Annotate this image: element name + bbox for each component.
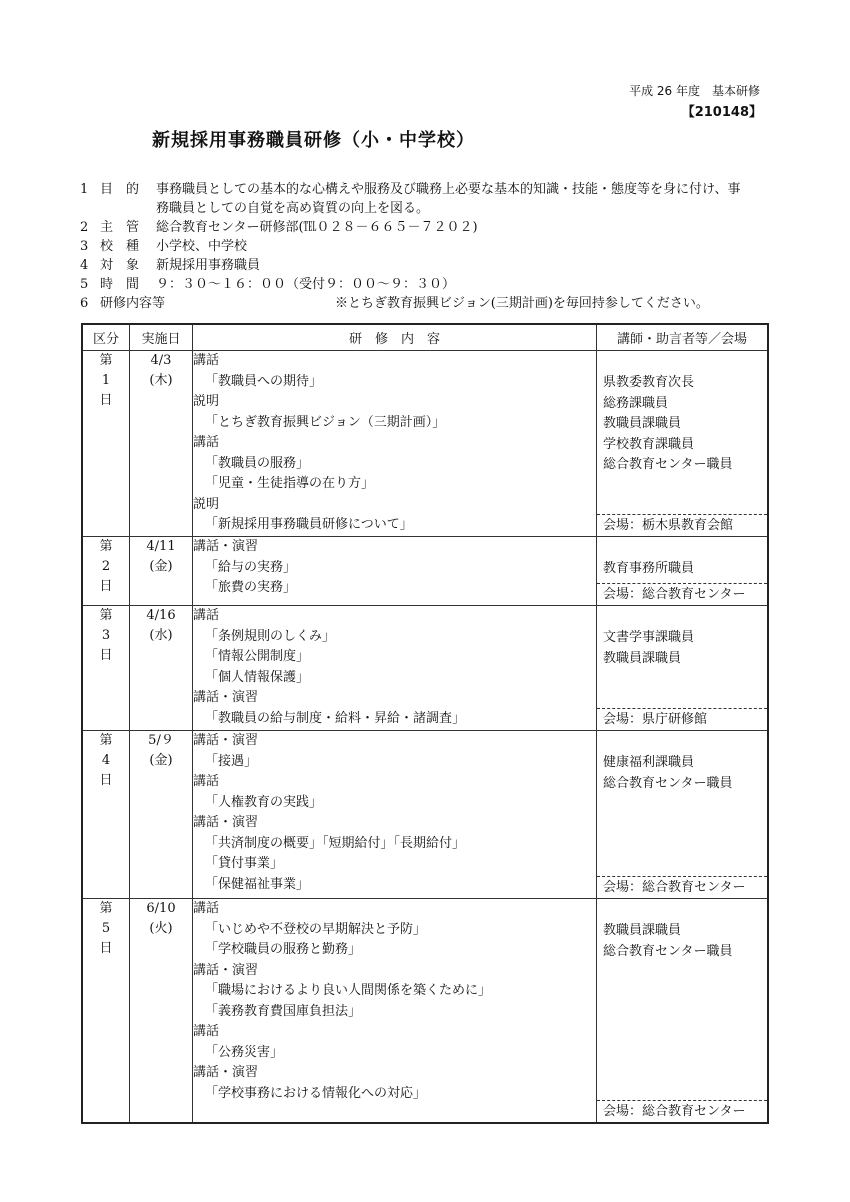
info-label: 目 的: [100, 182, 140, 197]
content-type: 講話・演習: [193, 690, 259, 705]
session-weekday: (金): [149, 559, 173, 574]
info-text: 小学校、中学校: [156, 239, 248, 254]
table-header-row: [82, 324, 768, 351]
session-weekday: (木): [149, 373, 173, 388]
lecturer-list: [597, 899, 767, 962]
content-type: 講話・演習: [193, 733, 259, 748]
day-label-char: 日: [99, 579, 113, 594]
venue-label: 会場：総合教育センター: [597, 583, 767, 605]
session-weekday: (金): [149, 753, 173, 768]
table-row: [82, 537, 768, 606]
day-label: [82, 731, 130, 899]
course-info-list: [80, 180, 780, 313]
info-text: 新規採用事務職員: [156, 258, 261, 273]
lecturer-item: 総務課職員: [603, 395, 669, 411]
day-label-char: 1: [101, 373, 111, 388]
content-type: 説明: [193, 496, 220, 512]
session-weekday: (水): [149, 628, 173, 643]
lecturer-list: [597, 537, 767, 580]
session-content: [193, 537, 597, 606]
lecturer-item: 教職員課職員: [603, 650, 682, 666]
day-label-char: 5: [101, 921, 111, 936]
info-number: 1: [80, 182, 89, 197]
session-date-value: 5/９: [148, 733, 174, 748]
content-topic: 「学校職員の服務と勤務」: [205, 942, 362, 957]
session-date: [130, 606, 193, 731]
content-topic: 「公務災害」: [205, 1044, 284, 1060]
info-number: 5: [80, 277, 89, 292]
lecturer-list: [597, 351, 767, 476]
content-topic: 「児童・生徒指導の在り方」: [205, 476, 375, 491]
content-topic: 「情報公開制度」: [205, 649, 310, 664]
session-content: [193, 606, 597, 731]
content-topic: 「教職員への期待」: [205, 373, 323, 389]
day-label-char: 2: [101, 559, 111, 574]
lecturer-item: 教職員課職員: [603, 923, 682, 938]
day-label-char: 日: [99, 648, 113, 663]
session-date-value: 4/3: [150, 353, 172, 368]
content-type: 講話・演習: [193, 962, 259, 978]
content-type: 講話・演習: [193, 539, 259, 554]
session-date-value: 4/11: [146, 539, 176, 554]
info-label: 時 間: [100, 277, 140, 292]
day-label: [82, 351, 130, 537]
table-row: [82, 351, 768, 537]
session-date: [130, 731, 193, 899]
content-topic: 「貸付事業」: [205, 856, 284, 871]
content-topic: 「共済制度の概要」「短期給付」「長期給付」: [205, 835, 466, 851]
content-type: 講話: [193, 435, 220, 450]
session-date-value: 6/10: [146, 901, 176, 916]
session-content: [193, 899, 597, 1123]
info-item: [80, 180, 780, 199]
info-text: ９：３０～１６：００（受付９：００～９：３０）: [156, 277, 456, 292]
content-topic: 「個人情報保護」: [205, 669, 310, 685]
session-date-value: 4/16: [146, 608, 176, 623]
info-text: 事務職員としての基本的な心構えや服務及び職務上必要な基本的知識・技能・態度等を身に付け、事: [156, 182, 741, 197]
lecturer-item: 教職員課職員: [603, 416, 682, 431]
content-topic: 「教職員の服務」: [205, 455, 310, 471]
lecturer-list: [597, 606, 767, 669]
venue-label: 会場：総合教育センター: [597, 876, 767, 898]
info-label: 研修内容等: [100, 296, 166, 311]
session-date: [130, 537, 193, 606]
lecturer-cell: [597, 731, 769, 899]
day-label-char: 3: [101, 628, 111, 643]
session-date: [130, 899, 193, 1123]
table-row: [82, 899, 768, 1123]
info-label: 対 象: [100, 258, 140, 273]
content-topic: 「条例規則のしくみ」: [205, 628, 336, 644]
content-topic: 「いじめや不登校の早期解決と予防」: [205, 921, 427, 937]
content-topic: 「旅費の実務」: [205, 580, 297, 595]
content-type: 講話・演習: [193, 1065, 259, 1080]
header-lecturer: 講師・助言者等／会場: [597, 324, 769, 351]
content-type: 講話: [193, 353, 220, 368]
info-note: ※とちぎ教育振興ビジョン(三期計画)を毎回持参してください。: [335, 296, 709, 311]
lecturer-item: 総合教育センター職員: [603, 943, 733, 959]
venue-label: 会場：県庁研修館: [597, 708, 767, 730]
day-label-char: 日: [99, 393, 113, 408]
day-label-char: 第: [99, 539, 113, 554]
lecturer-list: [597, 731, 767, 794]
lecturer-item: 健康福利課職員: [603, 755, 695, 770]
lecturer-cell: [597, 537, 769, 606]
content-topic: 「教職員の給与制度・給料・昇給・諸調査」: [205, 710, 466, 726]
content-topic: 「義務教育費国庫負担法」: [205, 1003, 362, 1019]
lecturer-item: 学校教育課職員: [603, 436, 695, 452]
course-code: 【210148】: [681, 105, 762, 120]
info-item: [80, 294, 780, 313]
venue-label: 会場：栃木県教育会館: [597, 514, 767, 536]
schedule-table: [81, 323, 769, 1124]
day-label-char: 日: [99, 941, 113, 956]
content-topic: 「給与の実務」: [205, 559, 297, 575]
session-date: [130, 351, 193, 537]
lecturer-cell: [597, 606, 769, 731]
table-row: [82, 606, 768, 731]
info-number: 6: [80, 296, 89, 311]
day-label-char: 第: [99, 901, 113, 916]
venue-label: 会場：総合教育センター: [597, 1100, 767, 1122]
content-topic: 「接遇」: [205, 753, 258, 769]
day-label-char: 4: [101, 753, 111, 768]
content-type: 説明: [193, 394, 220, 409]
lecturer-item: 教育事務所職員: [603, 561, 695, 576]
day-label: [82, 899, 130, 1123]
lecturer-item: 総合教育センター職員: [603, 775, 733, 791]
lecturer-cell: [597, 899, 769, 1123]
content-topic: 「職場におけるより良い人間関係を築くために」: [205, 983, 492, 998]
header-content: 研 修 内 容: [193, 324, 597, 351]
content-type: 講話・演習: [193, 815, 259, 830]
day-label-char: 第: [99, 608, 113, 623]
day-label: [82, 606, 130, 731]
info-number: 4: [80, 258, 89, 273]
info-label: 主 管: [100, 220, 140, 235]
day-label-char: 日: [99, 773, 113, 788]
lecturer-cell: [597, 351, 769, 537]
content-type: 講話: [193, 1024, 220, 1039]
content-topic: 「新規採用事務職員研修について」: [205, 517, 413, 532]
header-kubun: 区分: [82, 324, 130, 351]
info-item: [80, 237, 780, 256]
schedule-body: [82, 351, 768, 1123]
lecturer-item: 県教委教育次長: [603, 375, 695, 390]
session-weekday: (火): [149, 921, 173, 936]
info-text: 総合教育センター研修部(℡０２８－６６５－７２０２): [156, 220, 478, 235]
lecturer-item: 総合教育センター職員: [603, 457, 733, 472]
content-topic: 「人権教育の実践」: [205, 794, 323, 810]
content-topic: 「学校事務における情報化への対応」: [205, 1085, 427, 1101]
content-type: 講話: [193, 901, 220, 916]
lecturer-item: 文書学事課職員: [603, 630, 695, 645]
info-item: [80, 256, 780, 275]
day-label-char: 第: [99, 733, 113, 748]
info-number: 2: [80, 220, 89, 235]
info-item: [80, 275, 780, 294]
content-topic: 「とちぎ教育振興ビジョン（三期計画）」: [205, 414, 446, 430]
info-item: [80, 218, 780, 237]
content-topic: 「保健福祉事業」: [205, 876, 310, 892]
table-row: [82, 731, 768, 899]
info-number: 3: [80, 239, 89, 254]
session-content: [193, 731, 597, 899]
day-label: [82, 537, 130, 606]
document-title: 新規採用事務職員研修（小・中学校）: [152, 130, 475, 151]
info-label: 校 種: [100, 239, 140, 254]
header-date: 実施日: [130, 324, 193, 351]
year-course-label: 平成 26 年度 基本研修: [629, 84, 760, 98]
content-type: 講話: [193, 774, 220, 789]
content-type: 講話: [193, 608, 220, 623]
info-text-continued: 務職員としての自覚を高め資質の向上を図る。: [156, 201, 430, 216]
day-label-char: 第: [99, 353, 113, 368]
session-content: [193, 351, 597, 537]
